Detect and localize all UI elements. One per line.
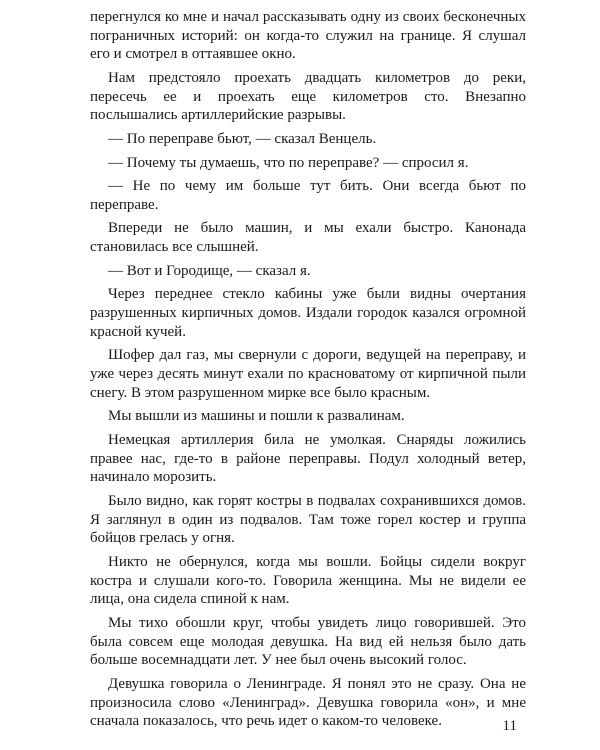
paragraph-13: Никто не обернулся, когда мы вошли. Бойцы сидели вокруг костра и слушали кого-то. Говорила женщина. Мы не видели ее лица, она сидела спиной к нам. bbox=[90, 553, 526, 608]
page-number: 11 bbox=[502, 718, 517, 734]
paragraph-1: перегнулся ко мне и начал рассказывать одну из своих бесконечных пограничных историй: он когда-то служил на границе. Я слушал его и смотрел в оттаявшее окно. bbox=[90, 9, 526, 63]
paragraph-3: — По переправе бьют, — сказал Венцель. bbox=[108, 131, 377, 147]
paragraph-14: Мы тихо обошли круг, чтобы увидеть лицо говорившей. Это была совсем еще молодая девушка. На вид ей нельзя было дать больше восемнадцати лет. У нее был очень высокий голос. bbox=[90, 614, 526, 669]
paragraph-2: Нам предстояло проехать двадцать километров до реки, пересечь ее и проехать еще километров сто. Внезапно послышались артиллерийские разрывы. bbox=[90, 70, 526, 124]
paragraph-5: — Не по чему им больше тут бить. Они всегда бьют по переправе. bbox=[90, 178, 526, 213]
paragraph-11: Немецкая артиллерия била не умолкая. Снаряды ложились правее нас, где-то в районе переправы. Подул холодный ветер, начинало морозить. bbox=[90, 431, 526, 486]
paragraph-12: Было видно, как горят костры в подвалах сохранившихся домов. Я заглянул в один из подвалов. Там тоже горел костер и группа бойцов грелась у огня. bbox=[90, 492, 526, 547]
paragraph-6: Впереди не было машин, и мы ехали быстро. Канонада становилась все слышней. bbox=[90, 220, 526, 256]
paragraph-7: — Вот и Городище, — сказал я. bbox=[108, 262, 311, 279]
paragraph-9: Шофер дал газ, мы свернули с дороги, ведущей на переправу, и уже через десять минут ехали по красноватому от кирпичной пыли снегу. В этом разрушенном мирке все было красным. bbox=[90, 347, 526, 401]
paragraph-4: — Почему ты думаешь, что по переправе? — спросил я. bbox=[108, 154, 469, 171]
paragraph-10: Мы вышли из машины и пошли к развалинам. bbox=[108, 408, 405, 425]
paragraph-15: Девушка говорила о Ленинграде. Я понял это не сразу. Она не произносила слово «Ленинград». Девушка говорила «он», и мне сначала показалось, что речь идет о каком-то человеке. bbox=[90, 675, 526, 730]
page-text bbox=[90, 8, 526, 736]
paragraph-8: Через переднее стекло кабины уже были видны очертания разрушенных кирпичных домов. Издали городок казался огромной красной кучей. bbox=[90, 286, 526, 340]
